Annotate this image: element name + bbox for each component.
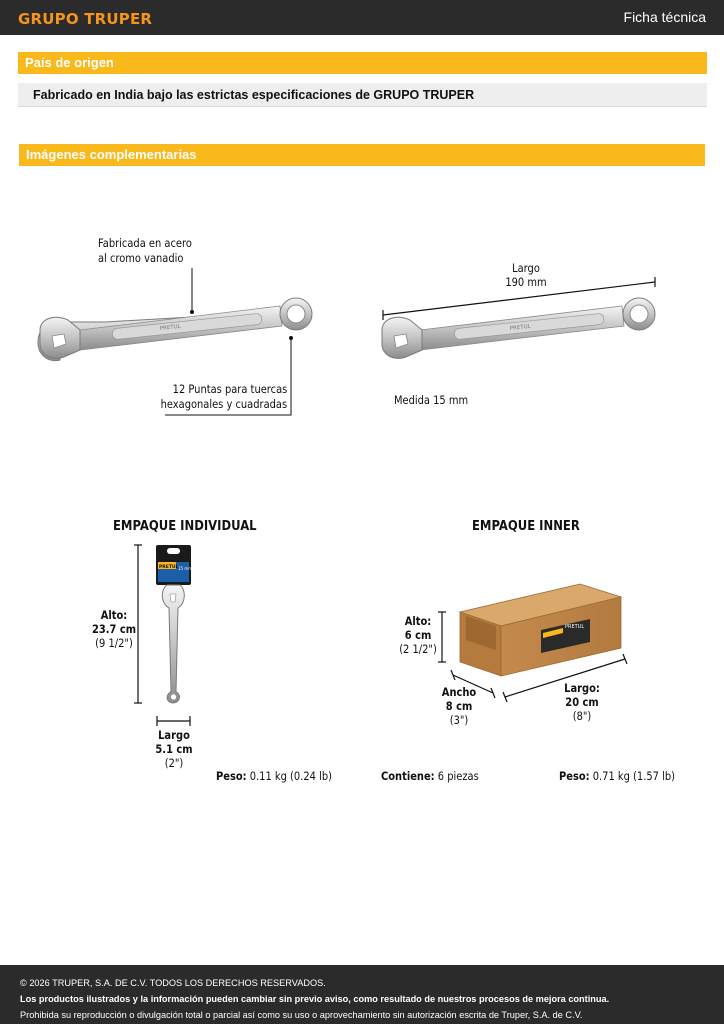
card-size: 15 mm xyxy=(178,566,193,571)
individual-height-label: Alto: xyxy=(100,608,128,622)
inner-weight xyxy=(559,769,675,783)
inner-weight-value: 0.71 kg (1.57 lb) xyxy=(592,769,675,783)
individual-weight xyxy=(216,769,332,783)
length-label: Largo xyxy=(512,261,540,275)
footer-prohibition: Prohibida su reproducción o divulgación total o parcial así como su uso o aprovechamiento sin autorización escrita de Truper, S.A. de C.V. xyxy=(20,1010,583,1020)
individual-package-image xyxy=(156,545,192,703)
points-callout-line1: 12 Puntas para tuercas xyxy=(172,382,287,396)
length-value: 190 mm xyxy=(505,275,547,289)
page-footer xyxy=(0,965,724,1024)
wrench-left-marking: PRETUL xyxy=(159,323,182,332)
inner-width-label: Ancho xyxy=(441,685,477,699)
wrench-right-image xyxy=(382,298,655,358)
wrench-right-marking: PRETUL xyxy=(509,323,532,332)
individual-length-in: (2") xyxy=(164,756,184,770)
inner-length-label: Largo: xyxy=(564,681,600,695)
brand-logo: GRUPO TRUPER xyxy=(18,10,153,28)
inner-width-in: (3") xyxy=(449,713,469,727)
inner-weight-label: Peso: xyxy=(559,769,590,783)
card-brand: PRETUL xyxy=(159,565,179,570)
inner-width-cm: 8 cm xyxy=(445,699,473,713)
inner-contents xyxy=(381,769,479,783)
origin-section-title: País de origen xyxy=(18,52,707,74)
individual-length-label: Largo xyxy=(158,728,190,742)
footer-copyright: © 2026 TRUPER, S.A. DE C.V. TODOS LOS DERECHOS RESERVADOS. xyxy=(20,978,326,988)
wrench-left-image xyxy=(38,298,312,361)
inner-length-in: (8") xyxy=(572,709,592,723)
size-label: Medida 15 mm xyxy=(394,393,469,407)
complementary-section-title: Imágenes complementarias xyxy=(19,144,705,166)
footer-notice: Los productos ilustrados y la información pueden cambiar sin previo aviso, como resultado de nuestros procesos de mejora continua. xyxy=(20,994,610,1004)
individual-length-cm: 5.1 cm xyxy=(155,742,193,756)
material-callout-line2: al cromo vanadio xyxy=(98,251,184,265)
individual-height-cm: 23.7 cm xyxy=(91,622,137,636)
individual-height-in: (9 1/2") xyxy=(95,636,133,650)
inner-box-image xyxy=(460,584,621,676)
inner-contents-value: 6 piezas xyxy=(437,769,479,783)
inner-length-cm: 20 cm xyxy=(565,695,599,709)
individual-weight-value: 0.11 kg (0.24 lb) xyxy=(249,769,332,783)
inner-contents-label: Contiene: xyxy=(381,769,435,783)
individual-package-title: EMPAQUE INDIVIDUAL xyxy=(113,518,257,534)
origin-text: Fabricado en India bajo las estrictas especificaciones de GRUPO TRUPER xyxy=(18,83,707,107)
individual-weight-label: Peso: xyxy=(216,769,247,783)
inner-height-cm: 6 cm xyxy=(404,628,432,642)
inner-height-in: (2 1/2") xyxy=(399,642,437,656)
inner-package-title: EMPAQUE INNER xyxy=(472,518,580,534)
inner-height-label: Alto: xyxy=(404,614,432,628)
document-type: Ficha técnica xyxy=(623,9,706,25)
box-brand: PRETUL xyxy=(565,624,585,630)
points-callout-line2: hexagonales y cuadradas xyxy=(160,397,287,411)
material-callout-line1: Fabricada en acero xyxy=(98,236,192,250)
